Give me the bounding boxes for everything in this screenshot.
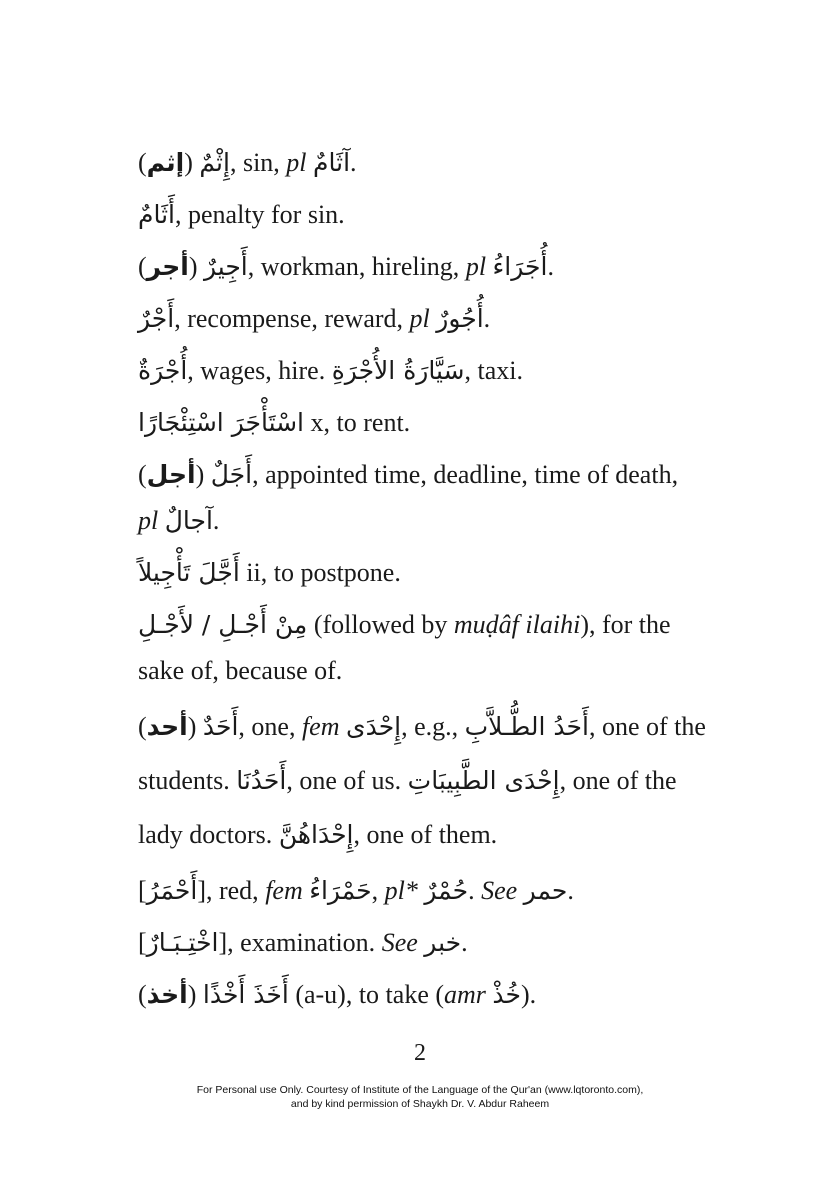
entry-ithm: (إثم) إِثْمٌ, sin, pl آثَامٌ. <box>138 140 708 186</box>
meaning-2: , e.g., <box>401 712 465 741</box>
headword: أَثَامٌ <box>138 200 175 229</box>
entry-ahad: (أحد) أَحَدٌ, one, fem إِحْدَى, e.g., أَحَدُ الطُّـلاَّبِ, one of the students. أَحَدُنَا, one of us. إِحْدَى الطَّبِيبَاتِ, one of the lady doctors. إِحْدَاهُنَّ, one of them. <box>138 700 708 862</box>
plural-label: pl <box>409 304 430 333</box>
footer-line-1: For Personal use Only. Courtesy of Institute of the Language of the Qur'an (www.lqtoronto.com), <box>196 1084 644 1096</box>
headword: أُجْرَةٌ <box>138 356 188 385</box>
entry-ahmar: [أَحْمَرُ], red, fem حَمْرَاءُ, pl* حُمْرٌ. See حمر. <box>138 868 708 914</box>
feminine-label: fem <box>265 876 303 905</box>
meaning-6: , one of them. <box>353 820 498 849</box>
headword: أَجَّلَ تَأْجِيلاً <box>138 558 240 587</box>
meaning: , penalty for sin. <box>175 200 345 229</box>
root-word: أجل <box>146 460 196 489</box>
headword: أَحَدٌ <box>202 712 239 741</box>
entry-ajal-continued: pl آجالٌ. <box>138 498 708 544</box>
meaning-3: , one of the students. <box>138 712 706 795</box>
see-label: See <box>481 876 518 905</box>
meaning-5: , one of the lady doctors. <box>138 766 677 849</box>
meaning: , one, <box>238 712 302 741</box>
meaning-4: , one of us. <box>286 766 408 795</box>
see-label: See <box>381 928 418 957</box>
headword: اخْتِـبَـارٌ <box>146 928 219 957</box>
plural-label: pl* <box>384 876 418 905</box>
headword: أَجِيرٌ <box>203 252 248 281</box>
root-word: إثم <box>146 148 185 177</box>
example-3: إِحْدَى الطَّبِيبَاتِ <box>407 766 560 795</box>
meaning: ], examination. <box>218 928 382 957</box>
headword: اسْتَأْجَرَ اسْتِئْجَارًا <box>138 408 305 437</box>
footer-credit <box>0 1083 840 1111</box>
plural-word: آثَامٌ <box>313 148 351 177</box>
example-4: إِحْدَاهُنَّ <box>278 820 354 849</box>
meaning: , sin, <box>229 148 287 177</box>
plural-label: pl <box>465 252 487 281</box>
meaning: (followed by <box>307 610 454 639</box>
plural-word: أُجَرَاءُ <box>492 252 548 281</box>
headword: أَخَذَ أَخْذًا <box>202 980 289 1009</box>
meaning: x, to rent. <box>304 408 411 437</box>
entry-ikhtibar: [اخْتِـبَـارٌ], examination. See خبر. <box>138 920 708 966</box>
example-1: أَحَدُ الطُّـلاَّبِ <box>464 712 589 741</box>
root-word: أجر <box>146 252 189 281</box>
meaning: (a-u), to take ( <box>288 980 445 1009</box>
footer-line-2: and by kind permission of Shaykh Dr. V. Abdur Raheem <box>290 1098 550 1110</box>
headword: أَجَلٌ <box>210 460 253 489</box>
meaning-2: ), for the sake of, because of. <box>138 610 671 685</box>
meaning: , workman, hireling, <box>247 252 466 281</box>
root-word: أحد <box>146 712 188 741</box>
headword: أَحْمَرُ <box>146 876 198 905</box>
meaning: ii, to postpone. <box>239 558 401 587</box>
feminine-label: fem <box>301 712 340 741</box>
example-2: أَحَدُنَا <box>236 766 287 795</box>
headword: أَجْرٌ <box>138 304 175 333</box>
entry-ujra <box>138 348 708 394</box>
meaning: , appointed time, deadline, time of death, <box>252 460 679 489</box>
entry-min-ajli <box>138 602 708 694</box>
see-root: خبر <box>424 928 462 957</box>
plural-word: حُمْرٌ <box>424 876 469 905</box>
plural-word: آجالٌ <box>164 506 213 535</box>
amr-word: خُذْ <box>492 980 521 1009</box>
meaning: , wages, hire. <box>187 356 332 385</box>
amr-label: amr <box>444 980 486 1009</box>
meaning-2: , taxi. <box>464 356 523 385</box>
feminine-word: حَمْرَاءُ <box>309 876 372 905</box>
plural-label: pl <box>286 148 307 177</box>
plural-word: أُجُورٌ <box>436 304 484 333</box>
see-root: حمر <box>523 876 568 905</box>
entry-ajal: (أجل) أَجَلٌ, appointed time, deadline, time of death, <box>138 452 708 498</box>
compound-word: سَيَّارَةُ الأُجْرَةِ <box>331 356 465 385</box>
headword: إِثْمٌ <box>199 148 230 177</box>
grammar-term: muḍâf ilaihi <box>453 610 581 639</box>
plural-label: pl <box>138 506 159 535</box>
meaning: , recompense, reward, <box>174 304 410 333</box>
entries-list <box>138 140 708 1024</box>
entry-athaam <box>138 192 708 238</box>
entry-ajr: أَجْرٌ, recompense, reward, pl أُجُورٌ. <box>138 296 708 342</box>
root-word: أخذ <box>146 980 188 1009</box>
entry-akhadha: (أخذ) أَخَذَ أَخْذًا (a-u), to take (amr خُذْ). <box>138 972 708 1018</box>
entry-ajjala <box>138 550 708 596</box>
entry-ajeer: (أجر) أَجِيرٌ, workman, hireling, pl أُجَرَاءُ. <box>138 244 708 290</box>
feminine-word: إِحْدَى <box>346 712 402 741</box>
meaning: ], red, <box>197 876 266 905</box>
entry-istajara <box>138 400 708 446</box>
page-number: 2 <box>414 1040 426 1066</box>
headword: مِنْ أَجْـلِ / لأَجْـلِ <box>138 610 308 639</box>
